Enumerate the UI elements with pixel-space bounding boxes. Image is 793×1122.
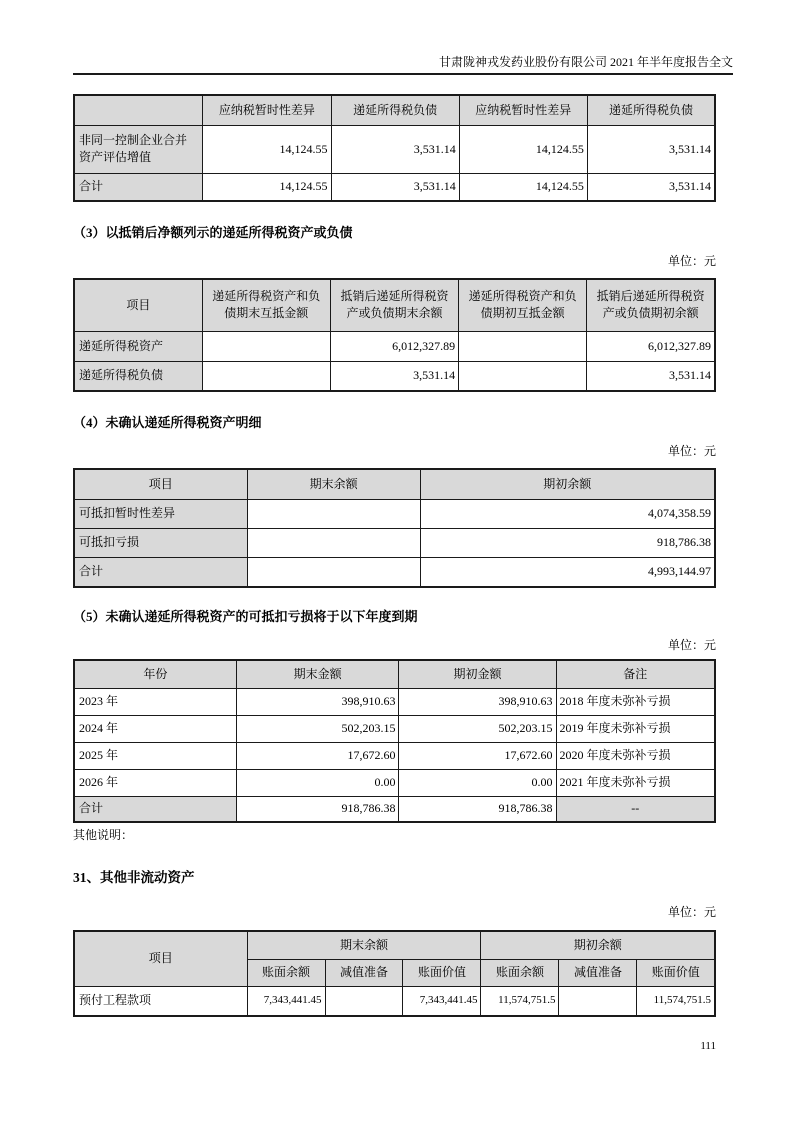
page-content [73,0,733,1017]
column-header: 账面价值 [637,959,715,986]
cell-value: 6,012,327.89 [587,331,715,361]
row-label: 非同一控制企业合并资产评估增值 [74,125,203,173]
column-header: 递延所得税资产和负债期末互抵金额 [202,279,330,331]
cell-value: 502,203.15 [236,715,399,742]
table-row [74,742,715,769]
column-header: 账面余额 [247,959,325,986]
cell-value: 3,531.14 [330,361,458,391]
cell-value: 14,124.55 [459,173,587,201]
cell-value [459,331,587,361]
cell-value: 918,786.38 [236,796,399,822]
cell-value: 0.00 [399,769,556,796]
row-label: 预付工程款项 [74,986,247,1016]
column-header: 递延所得税负债 [331,95,459,125]
section-4-title: （4）未确认递延所得税资产明细 [73,415,262,430]
column-header: 期末余额 [247,469,420,499]
row-label: 递延所得税资产 [74,331,202,361]
column-header-group: 期初余额 [481,931,715,959]
section-5-title: （5）未确认递延所得税资产的可抵扣亏损将于以下年度到期 [73,609,418,624]
cell-value: 14,124.55 [203,125,331,173]
column-header: 减值准备 [559,959,637,986]
cell-value [247,557,420,587]
column-header: 抵销后递延所得税资产或负债期末余额 [330,279,458,331]
cell-value: 14,124.55 [203,173,331,201]
cell-value: 3,531.14 [587,125,715,173]
deferred-tax-liability-table [73,94,716,202]
unit-label: 单位：元 [667,254,716,268]
cell-value: 7,343,441.45 [403,986,481,1016]
row-label: 可抵扣暂时性差异 [74,499,247,528]
column-header-group: 期末余额 [247,931,481,959]
table-row-total [74,796,715,822]
row-label: 递延所得税负债 [74,361,202,391]
column-header: 抵销后递延所得税资产或负债期初余额 [587,279,715,331]
table-row [74,715,715,742]
cell-value: 3,531.14 [587,361,715,391]
table-row [74,331,715,361]
section-31-title: 31、其他非流动资产 [73,870,195,885]
column-header: 期末金额 [236,660,399,688]
table-row-total [74,173,715,201]
column-header: 应纳税暂时性差异 [459,95,587,125]
deductible-losses-expiry-table [73,659,716,823]
row-label: 可抵扣亏损 [74,528,247,557]
page-number: 111 [700,1040,716,1052]
table-row [74,499,715,528]
table-row [74,528,715,557]
remark-cell: -- [556,796,715,822]
cell-value: 3,531.14 [331,125,459,173]
row-label: 2023 年 [74,688,236,715]
cell-value: 918,786.38 [420,528,715,557]
table-row [74,688,715,715]
table-header-row [74,931,715,959]
cell-value: 11,574,751.5 [637,986,715,1016]
cell-value: 6,012,327.89 [330,331,458,361]
column-header: 备注 [556,660,715,688]
cell-value: 502,203.15 [399,715,556,742]
cell-value: 4,993,144.97 [420,557,715,587]
column-header: 项目 [74,279,202,331]
column-header: 递延所得税资产和负债期初互抵金额 [459,279,587,331]
cell-value [202,331,330,361]
unrecognized-deferred-tax-assets-table [73,468,716,588]
table-header-row [74,279,715,331]
cell-value: 17,672.60 [236,742,399,769]
column-header: 应纳税暂时性差异 [203,95,331,125]
cell-value: 918,786.38 [399,796,556,822]
column-header: 项目 [74,469,247,499]
cell-value: 3,531.14 [331,173,459,201]
cell-value [459,361,587,391]
table-row [74,769,715,796]
cell-value: 7,343,441.45 [247,986,325,1016]
row-label: 合计 [74,557,247,587]
table-header-row [74,660,715,688]
remark-cell: 2020 年度未弥补亏损 [556,742,715,769]
cell-value: 11,574,751.5 [481,986,559,1016]
row-label: 合计 [74,796,236,822]
column-header [74,95,203,125]
column-header: 项目 [74,931,247,986]
cell-value [202,361,330,391]
cell-value [325,986,403,1016]
row-label: 2024 年 [74,715,236,742]
row-label: 2025 年 [74,742,236,769]
cell-value: 3,531.14 [587,173,715,201]
other-notes-label: 其他说明： [73,828,134,842]
cell-value [247,528,420,557]
remark-cell: 2021 年度未弥补亏损 [556,769,715,796]
table-row-total [74,557,715,587]
column-header: 账面余额 [481,959,559,986]
table-row [74,361,715,391]
other-non-current-assets-table [73,930,716,1017]
column-header: 减值准备 [325,959,403,986]
table-row [74,986,715,1016]
cell-value: 398,910.63 [399,688,556,715]
column-header: 期初金额 [399,660,556,688]
cell-value: 0.00 [236,769,399,796]
row-label: 合计 [74,173,203,201]
cell-value [247,499,420,528]
column-header: 期初余额 [420,469,715,499]
column-header: 递延所得税负债 [587,95,715,125]
offset-deferred-tax-table [73,278,716,392]
table-header-row [74,95,715,125]
row-label: 2026 年 [74,769,236,796]
remark-cell: 2018 年度未弥补亏损 [556,688,715,715]
remark-cell: 2019 年度未弥补亏损 [556,715,715,742]
table-header-row [74,469,715,499]
section-3-title: （3）以抵销后净额列示的递延所得税资产或负债 [73,225,353,240]
cell-value: 14,124.55 [459,125,587,173]
cell-value: 398,910.63 [236,688,399,715]
column-header: 年份 [74,660,236,688]
table-row [74,125,715,173]
unit-label: 单位：元 [667,444,716,458]
document-header-title: 甘肃陇神戎发药业股份有限公司 2021 年半年度报告全文 [73,0,733,75]
cell-value: 4,074,358.59 [420,499,715,528]
unit-label: 单位：元 [667,905,716,919]
cell-value: 17,672.60 [399,742,556,769]
column-header: 账面价值 [403,959,481,986]
cell-value [559,986,637,1016]
unit-label: 单位：元 [667,638,716,652]
